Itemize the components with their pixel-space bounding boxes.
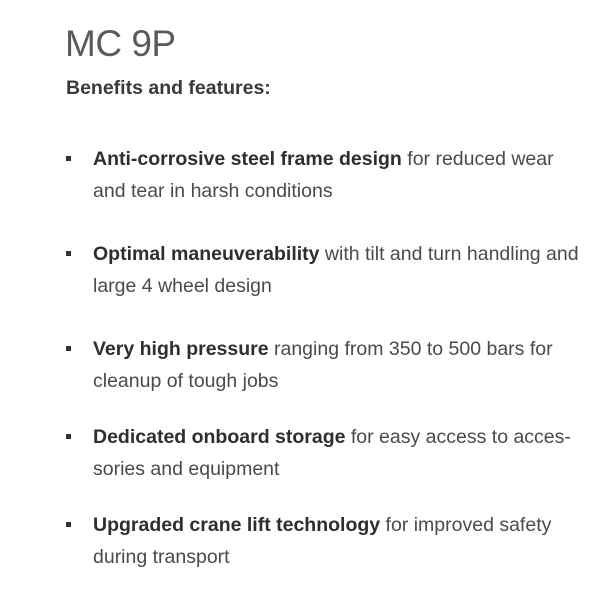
feature-lead: Upgraded crane lift technology — [93, 514, 381, 536]
feature-text: for easy access to acces-sories and equipment — [93, 426, 571, 480]
bullet-icon — [66, 434, 71, 439]
feature-text: with tilt and turn handling and large 4 wheel design — [93, 243, 579, 297]
page-title: MC 9P — [65, 23, 176, 64]
feature-item — [66, 421, 586, 485]
feature-item — [66, 143, 586, 207]
feature-text: for reduced wear and tear in harsh conditions — [93, 148, 554, 202]
bullet-icon — [66, 251, 71, 256]
feature-lead: Optimal maneuverability — [93, 243, 320, 265]
feature-text: for improved safety during transport — [93, 514, 552, 568]
feature-text: ranging from 350 to 500 bars for cleanup of tough jobs — [93, 338, 553, 392]
feature-lead: Anti-corrosive steel frame design — [93, 148, 402, 170]
section-subtitle: Benefits and features: — [66, 77, 271, 99]
feature-lead: Dedicated onboard storage — [93, 426, 346, 448]
feature-item — [66, 333, 586, 397]
feature-list — [66, 143, 586, 604]
feature-item — [66, 238, 586, 302]
bullet-icon — [66, 156, 71, 161]
feature-item — [66, 509, 586, 573]
bullet-icon — [66, 346, 71, 351]
bullet-icon — [66, 522, 71, 527]
feature-lead: Very high pressure — [93, 338, 269, 360]
